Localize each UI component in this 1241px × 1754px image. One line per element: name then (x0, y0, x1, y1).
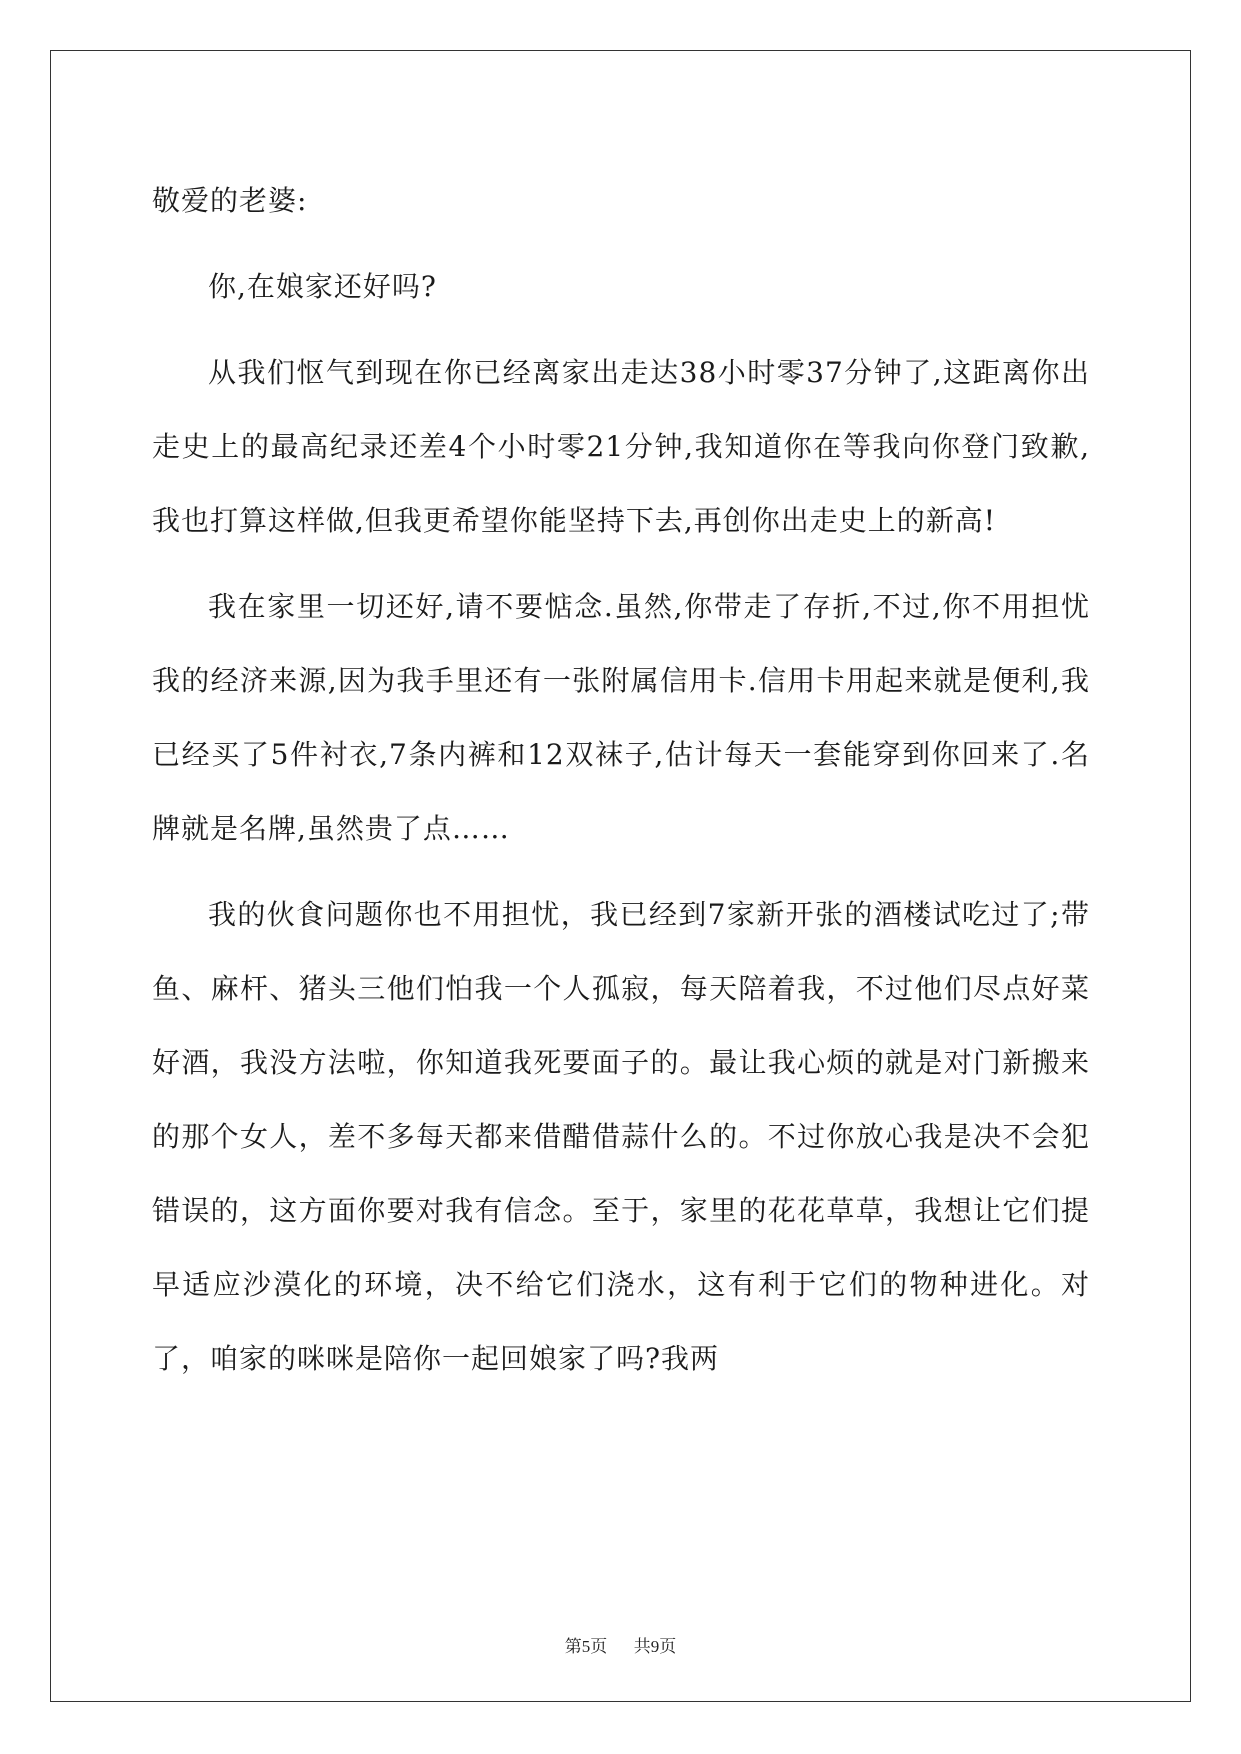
paragraph-departure: 从我们怄气到现在你已经离家出走达38小时零37分钟了,这距离你出走史上的最高纪录还差4个小时零21分钟,我知道你在等我向你登门致歉,我也打算这样做,但我更希望你能坚持下去,再创你出走史上的新高! (152, 356, 1090, 537)
page-footer (0, 1632, 1241, 1657)
paragraph-greeting: 你,在娘家还好吗? (208, 270, 437, 303)
page-number-current: 第5页 (564, 1637, 608, 1656)
paragraph-meals: 我的伙食问题你也不用担忧，我已经到7家新开张的酒楼试吃过了;带鱼、麻杆、猪头三他们怕我一个人孤寂，每天陪着我，不过他们尽点好菜好酒，我没方法啦，你知道我死要面子的。最让我心烦的就是对门新搬来的那个女人，差不多每天都来借醋借蒜什么的。不过你放心我是决不会犯错误的，这方面你要对我有信念。至于，家里的花花草草，我想让它们提早适应沙漠化的环境，决不给它们浇水，这有利于它们的物种进化。对了，咱家的咪咪是陪你一起回娘家了吗?我两 (152, 898, 1090, 1375)
page-number-total: 共9页 (633, 1637, 677, 1656)
letter-salutation: 敬爱的老婆: (152, 184, 308, 217)
paragraph-finances: 我在家里一切还好,请不要惦念.虽然,你带走了存折,不过,你不用担忧我的经济来源,因为我手里还有一张附属信用卡.信用卡用起来就是便利,我已经买了5件衬衣,7条内裤和12双袜子,估计每天一套能穿到你回来了.名牌就是名牌,虽然贵了点…… (152, 590, 1090, 845)
letter-body (152, 164, 1090, 1408)
